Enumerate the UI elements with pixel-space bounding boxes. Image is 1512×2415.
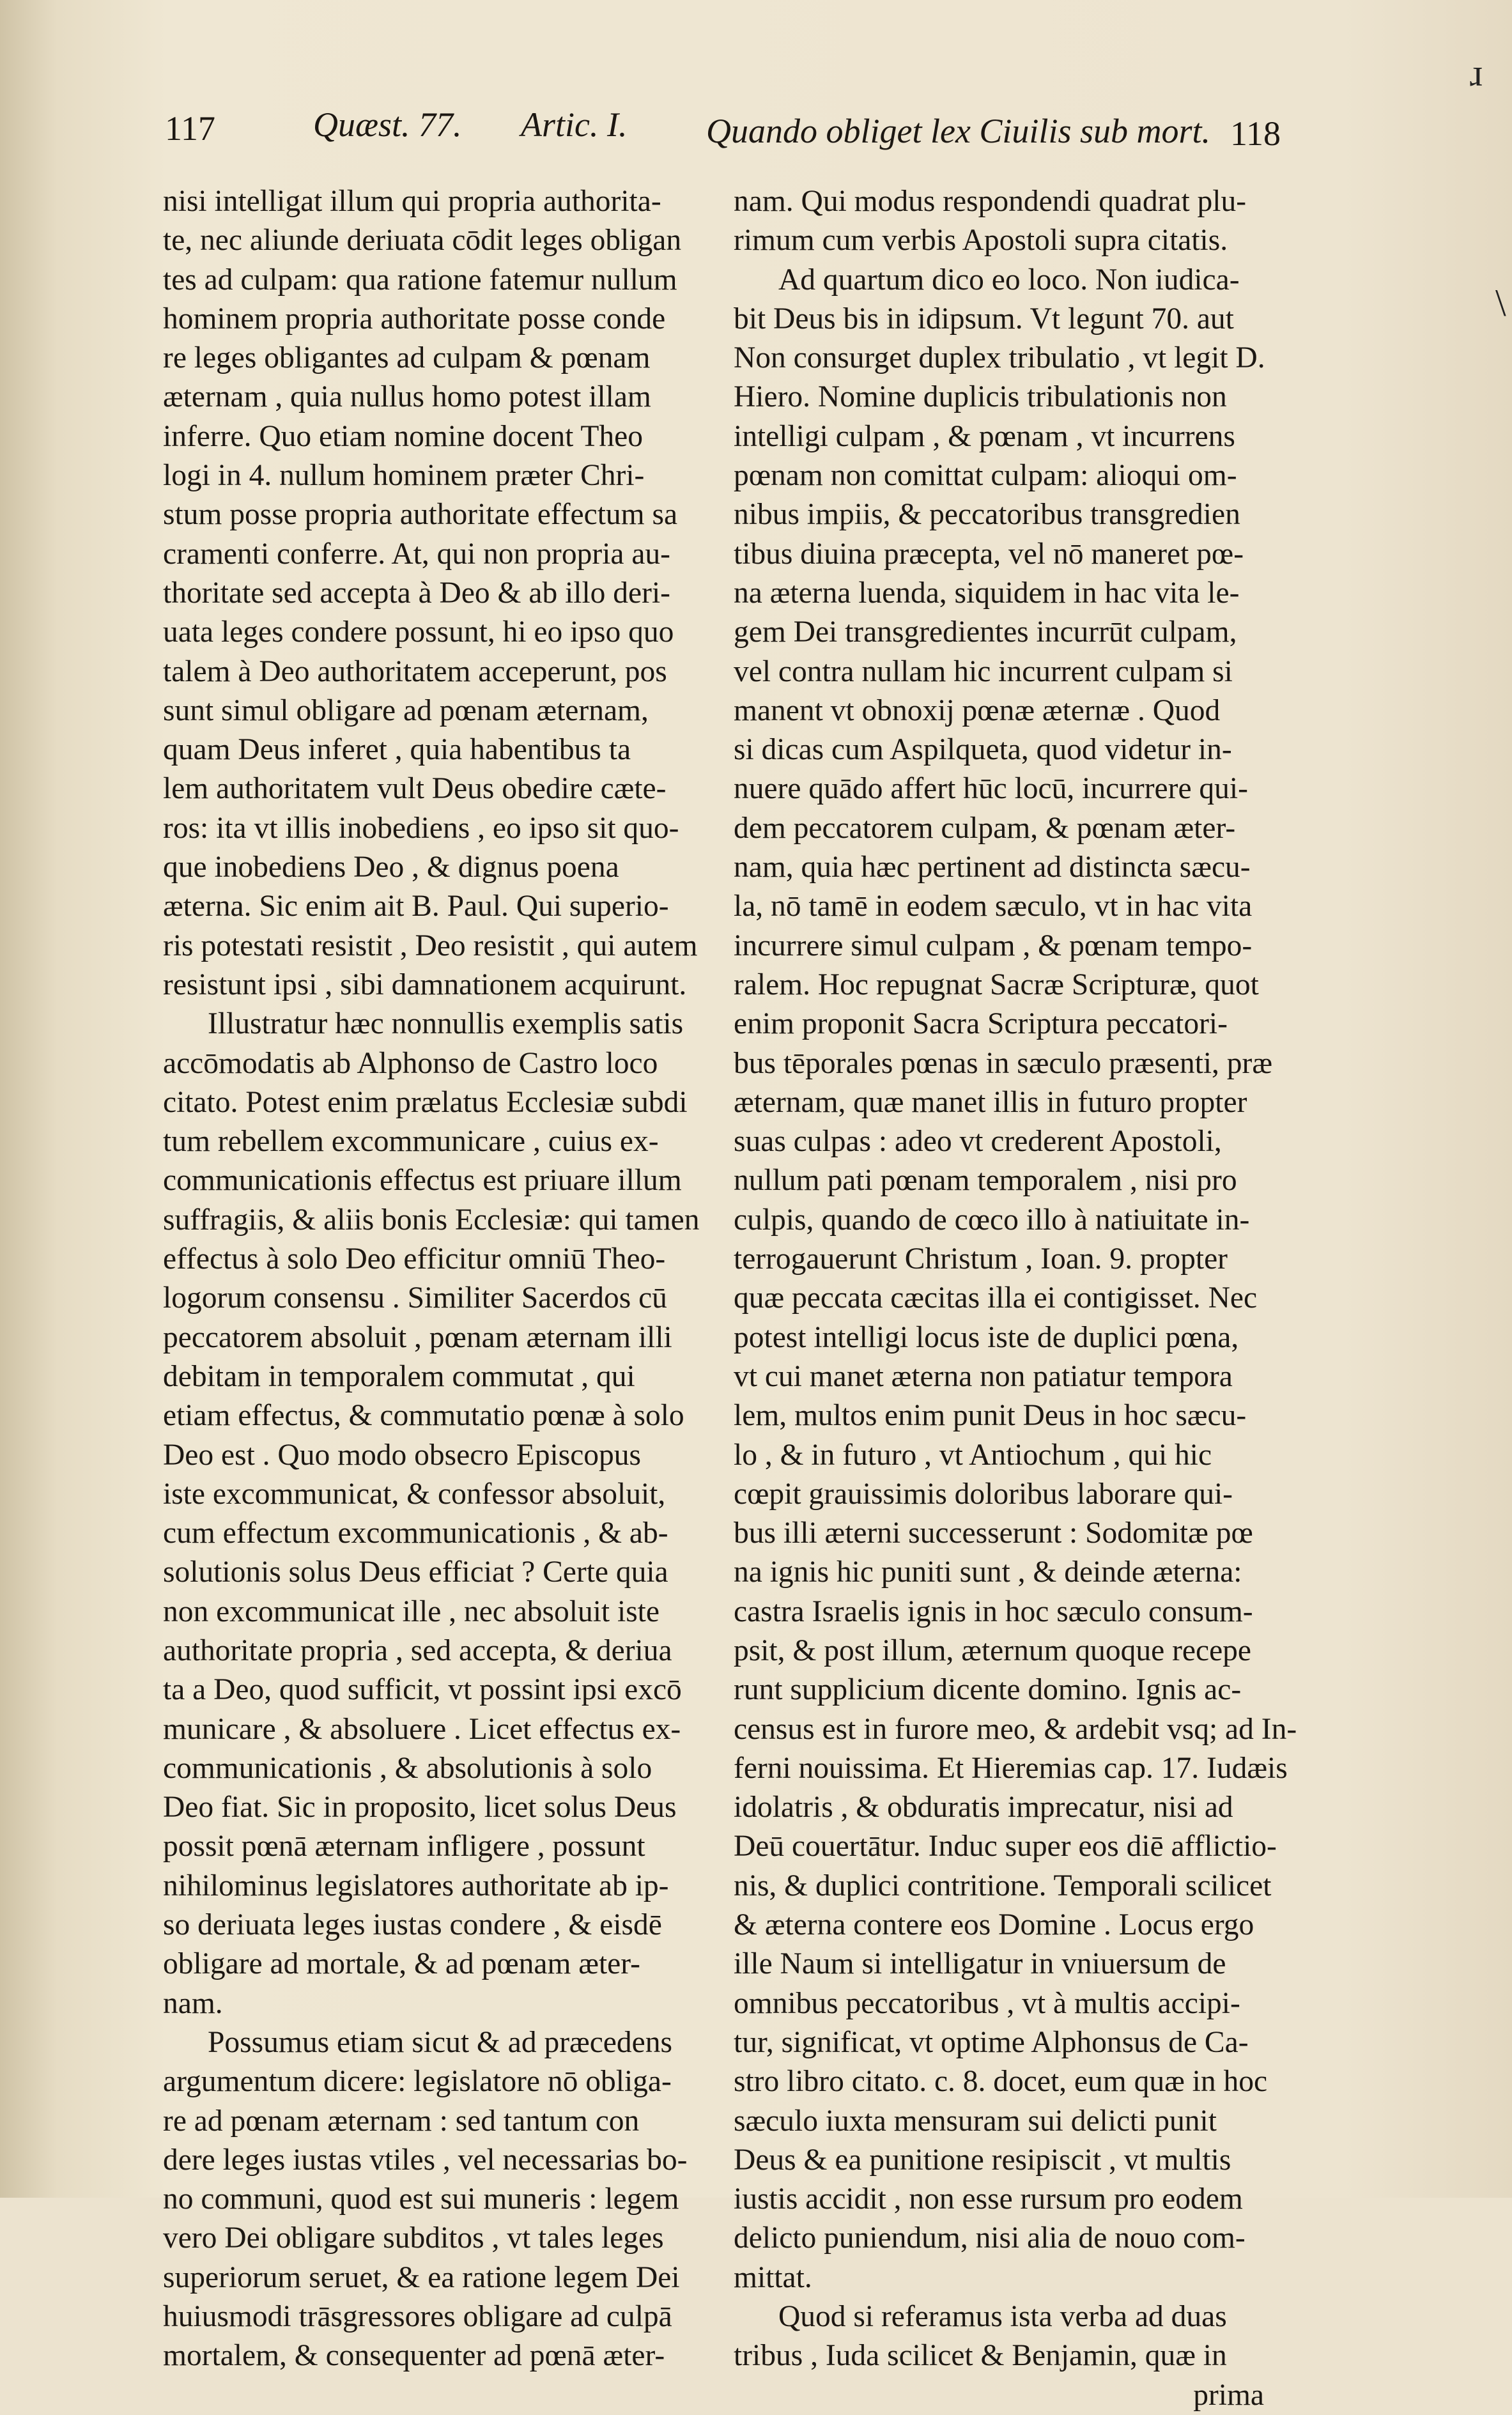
- text-line: non excommunicat ille , nec absoluit iste: [163, 1594, 660, 1628]
- text-line: ris potestati resistit , Deo resistit , qui autem: [163, 929, 698, 962]
- text-line: possit pœnā æternam infligere , possunt: [163, 1830, 645, 1863]
- text-line: talem à Deo authoritatem acceperunt, pos: [163, 654, 667, 688]
- text-line: logi in 4. nullum hominem præter Chri-: [163, 459, 645, 493]
- text-line: hominem propria authoritate posse conde: [163, 302, 666, 336]
- text-line: communicationis , & absolutionis à solo: [163, 1751, 652, 1785]
- text-line: suas culpas : adeo vt crederent Apostoli,: [734, 1125, 1222, 1159]
- text-line: thoritate sed accepta à Deo & ab illo deri-: [163, 576, 670, 610]
- text-line: municare , & absoluere . Licet effectus ex-: [163, 1712, 681, 1746]
- text-line: logorum consensu . Similiter Sacerdos cū: [163, 1281, 667, 1315]
- text-line: nibus impiis, & peccatoribus transgredien: [734, 498, 1240, 532]
- text-line: Illustratur hæc nonnullis exemplis satis: [208, 1007, 684, 1041]
- text-line: enim proponit Sacra Scriptura peccatori-: [734, 1007, 1228, 1041]
- text-line: sunt simul obligare ad pœnam æternam,: [163, 693, 649, 727]
- text-line: Deus & ea punitione resipiscit , vt multis: [734, 2143, 1231, 2177]
- text-line: peccatorem absoluit , pœnam æternam illi: [163, 1320, 672, 1354]
- text-line: resistunt ipsi , sibi damnationem acquirunt.: [163, 968, 687, 1001]
- text-line: solutionis solus Deus efficiat ? Certe quia: [163, 1555, 668, 1589]
- text-line: iustis accidit , non esse rursum pro eodem: [734, 2182, 1243, 2216]
- text-line: ille Naum si intelligatur in vniuersum de: [734, 1947, 1226, 1981]
- text-line: stum posse propria authoritate effectum sa: [163, 498, 678, 532]
- text-line: prima: [1193, 2378, 1264, 2412]
- text-line: psit, & post illum, æternum quoque recepe: [734, 1633, 1252, 1667]
- text-line: quam Deus inferet , quia habentibus ta: [163, 733, 631, 767]
- text-line: stro libro citato. c. 8. docet, eum quæ in hoc: [734, 2065, 1268, 2099]
- text-line: no communi, quod est sui muneris : legem: [163, 2182, 679, 2216]
- text-line: cramenti conferre. At, qui non propria au-: [163, 537, 671, 571]
- text-line: æternam, quæ manet illis in futuro propter: [734, 1085, 1247, 1119]
- text-line: incurrere simul culpam , & pœnam tempo-: [734, 929, 1253, 962]
- text-line: na æterna luenda, siquidem in hac vita le-: [734, 576, 1240, 610]
- text-line: accōmodatis ab Alphonso de Castro loco: [163, 1046, 658, 1080]
- text-line: ta a Deo, quod sufficit, vt possint ipsi excō: [163, 1673, 682, 1707]
- text-line: æternam , quia nullus homo potest illam: [163, 380, 651, 414]
- text-line: tes ad culpam: qua ratione fatemur nullum: [163, 263, 677, 297]
- text-line: terrogauerunt Christum , Ioan. 9. propter: [734, 1242, 1228, 1276]
- text-line: huiusmodi trāsgressores obligare ad culpā: [163, 2300, 672, 2334]
- running-title: Quando obliget lex Ciuilis sub mort.: [706, 112, 1210, 150]
- text-line: manent vt obnoxij pœnæ æternæ . Quod: [734, 693, 1221, 727]
- text-line: que inobediens Deo , & dignus poena: [163, 851, 619, 884]
- text-line: tur, significat, vt optime Alphonsus de Ca-: [734, 2025, 1249, 2059]
- text-line: so deriuata leges iustas condere , & eisdē: [163, 1908, 662, 1942]
- text-line: pœnam non comittat culpam: alioqui om-: [734, 459, 1237, 493]
- text-line: & æterna contere eos Domine . Locus ergo: [734, 1908, 1254, 1942]
- right-text-column: [734, 182, 1297, 2415]
- page-number-left: 117: [165, 109, 215, 148]
- text-line: Quod si referamus ista verba ad duas: [778, 2300, 1227, 2334]
- text-line: Deo fiat. Sic in proposito, licet solus Deus: [163, 1791, 677, 1825]
- margin-mark: \: [1495, 282, 1506, 324]
- text-line: rimum cum verbis Apostoli supra citatis.: [734, 224, 1228, 258]
- text-line: culpis, quando de cœco illo à natiuitate in-: [734, 1203, 1250, 1237]
- text-line: nam.: [163, 1986, 223, 2020]
- text-line: cum effectum excommunicationis , & ab-: [163, 1516, 668, 1550]
- text-line: citato. Potest enim prælatus Ecclesiæ subdi: [163, 1085, 688, 1119]
- text-line: nam. Qui modus respondendi quadrat plu-: [734, 185, 1247, 218]
- text-line: tibus diuina præcepta, vel nō maneret pœ-: [734, 537, 1244, 571]
- text-line: omnibus peccatoribus , vt à multis accipi-: [734, 1986, 1240, 2020]
- text-line: runt supplicium dicente domino. Ignis ac-: [734, 1673, 1242, 1707]
- text-line: na ignis hic puniti sunt , & deinde æterna:: [734, 1555, 1242, 1589]
- text-line: sæculo iuxta mensuram sui delicti punit: [734, 2104, 1217, 2138]
- text-line: etiam effectus, & commutatio pœnæ à solo: [163, 1399, 684, 1433]
- text-line: quæ peccata cæcitas illa ei contigisset. Nec: [734, 1281, 1258, 1315]
- text-line: iste excommunicat, & confessor absoluit,: [163, 1477, 666, 1511]
- text-line: mortalem, & consequenter ad pœnā æter-: [163, 2339, 665, 2373]
- text-line: Hiero. Nomine duplicis tribulationis non: [734, 380, 1227, 414]
- articulus-label: Artic. I.: [521, 105, 628, 144]
- text-line: nis, & duplici contritione. Temporali scilicet: [734, 1869, 1272, 1902]
- text-line: castra Israelis ignis in hoc sæculo consum-: [734, 1594, 1253, 1628]
- text-line: dem peccatorem culpam, & pœnam æter-: [734, 811, 1236, 845]
- running-header: [0, 96, 1512, 166]
- text-line: debitam in temporalem commutat , qui: [163, 1359, 635, 1393]
- text-line: Non consurget duplex tribulatio , vt legit D.: [734, 341, 1265, 375]
- text-line: tum rebellem excommunicare , cuius ex-: [163, 1125, 659, 1159]
- text-line: te, nec aliunde deriuata cōdit leges obligan: [163, 224, 682, 258]
- text-line: Ad quartum dico eo loco. Non iudica-: [778, 263, 1240, 297]
- text-line: æterna. Sic enim ait B. Paul. Qui superio-: [163, 890, 669, 923]
- text-line: nam, quia hæc pertinent ad distincta sæcu-: [734, 851, 1251, 884]
- text-line: lem, multos enim punit Deus in hoc sæcu-: [734, 1399, 1247, 1433]
- text-line: gem Dei transgredientes incurrūt culpam,: [734, 615, 1237, 649]
- text-line: lo , & in futuro , vt Antiochum , qui hic: [734, 1438, 1212, 1472]
- text-line: nuere quādo affert hūc locū, incurrere qui-: [734, 772, 1248, 806]
- text-line: Deo est . Quo modo obsecro Episcopus: [163, 1438, 642, 1472]
- text-line: bit Deus bis in idipsum. Vt legunt 70. aut: [734, 302, 1234, 336]
- text-line: re ad pœnam æternam : sed tantum con: [163, 2104, 640, 2138]
- text-line: effectus à solo Deo efficitur omniū Theo-: [163, 1242, 666, 1276]
- quaestio-label: Quæst. 77.: [313, 105, 462, 144]
- text-line: nihilominus legislatores authoritate ab ip-: [163, 1869, 669, 1902]
- text-line: ferni nouissima. Et Hieremias cap. 17. Iudæis: [734, 1751, 1288, 1785]
- text-line: Possumus etiam sicut & ad præcedens: [208, 2025, 672, 2059]
- text-line: obligare ad mortale, & ad pœnam æter-: [163, 1947, 640, 1981]
- text-line: vero Dei obligare subditos , vt tales leges: [163, 2221, 664, 2255]
- text-line: bus tēporales pœnas in sæculo præsenti, præ: [734, 1046, 1273, 1080]
- text-line: intelligi culpam , & pœnam , vt incurrens: [734, 419, 1235, 453]
- page-number-right: 118: [1230, 114, 1281, 153]
- margin-mark: ɹ: [1470, 52, 1483, 94]
- text-line: inferre. Quo etiam nomine docent Theo: [163, 419, 643, 453]
- text-line: bus illi æterni successerunt : Sodomitæ pœ: [734, 1516, 1253, 1550]
- text-line: ralem. Hoc repugnat Sacræ Scripturæ, quot: [734, 968, 1259, 1001]
- text-line: vel contra nullam hic incurrent culpam si: [734, 654, 1233, 688]
- text-line: nullum pati pœnam temporalem , nisi pro: [734, 1164, 1237, 1198]
- text-line: census est in furore meo, & ardebit vsq; ad In-: [734, 1712, 1297, 1746]
- text-line: mittat.: [734, 2260, 812, 2294]
- text-line: communicationis effectus est priuare illum: [163, 1164, 682, 1198]
- text-line: la, nō tamē in eodem sæculo, vt in hac vita: [734, 890, 1253, 923]
- text-line: uata leges condere possunt, hi eo ipso quo: [163, 615, 674, 649]
- left-text-column: [163, 182, 732, 2376]
- text-line: delicto puniendum, nisi alia de nouo com-: [734, 2221, 1246, 2255]
- text-line: potest intelligi locus iste de duplici pœna,: [734, 1320, 1239, 1354]
- text-line: suffragiis, & aliis bonis Ecclesiæ: qui tamen: [163, 1203, 700, 1237]
- text-line: cœpit grauissimis doloribus laborare qui-: [734, 1477, 1233, 1511]
- text-line: tribus , Iuda scilicet & Benjamin, quæ in: [734, 2339, 1227, 2373]
- text-line: authoritate propria , sed accepta, & deriua: [163, 1633, 672, 1667]
- text-line: re leges obligantes ad culpam & pœnam: [163, 341, 651, 375]
- text-line: idolatris , & obduratis imprecatur, nisi ad: [734, 1791, 1233, 1825]
- text-line: si dicas cum Aspilqueta, quod videtur in-: [734, 733, 1232, 767]
- text-line: nisi intelligat illum qui propria authorita-: [163, 185, 661, 218]
- text-line: lem authoritatem vult Deus obedire cæte-: [163, 772, 667, 806]
- text-line: dere leges iustas vtiles , vel necessarias bo-: [163, 2143, 688, 2177]
- text-line: ros: ita vt illis inobediens , eo ipso sit quo-: [163, 811, 679, 845]
- text-line: Deū couertātur. Induc super eos diē afflictio-: [734, 1830, 1277, 1863]
- text-line: argumentum dicere: legislatore nō obliga-: [163, 2065, 672, 2099]
- text-line: superiorum seruet, & ea ratione legem Dei: [163, 2260, 680, 2294]
- text-line: vt cui manet æterna non patiatur tempora: [734, 1359, 1233, 1393]
